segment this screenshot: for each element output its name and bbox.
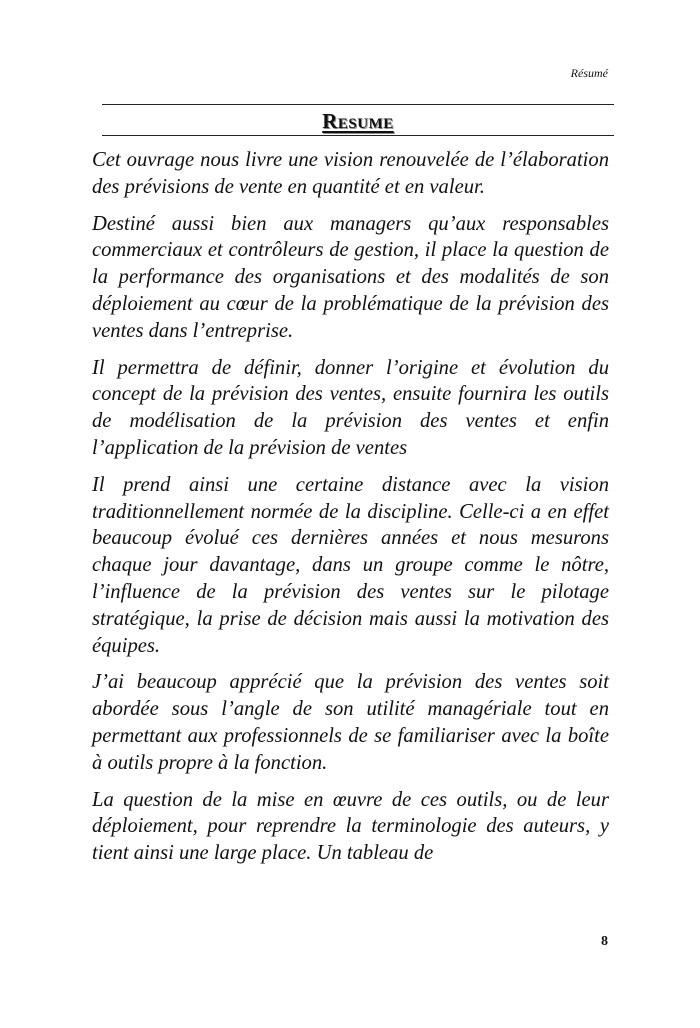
paragraph: J’ai beaucoup apprécié que la prévision des ventes soit abordée sous l’angle de son utilité managériale tout en permettant aux professionnels de se familiariser avec la boîte à outils propre à la fonction.: [92, 671, 609, 774]
section-title: Resume: [322, 109, 394, 133]
paragraph: Destiné aussi bien aux managers qu’aux responsables commerciaux et contrôleurs de gestion, il place la question de la performance des organisations et des modalités de son déploiement au cœur de la problématique de la prévision des ventes dans l’entreprise.: [92, 212, 609, 342]
title-rule-top: [102, 104, 614, 105]
page-number: 8: [601, 934, 608, 949]
body-text: [92, 147, 609, 877]
paragraph: Il permettra de définir, donner l’origine et évolution du concept de la prévision des ventes, ensuite fournira les outils de modélisation de la prévision des ventes et enfin l’application de la prévision de ventes: [92, 356, 609, 459]
paragraph: La question de la mise en œuvre de ces outils, ou de leur déploiement, pour reprendre la terminologie des auteurs, y tient ainsi une large place. Un tableau de: [92, 788, 609, 865]
running-header: Résumé: [570, 66, 608, 80]
paragraph: Il prend ainsi une certaine distance avec la vision traditionnellement normée de la discipline. Celle-ci a en effet beaucoup évolué ces dernières années et nous mesurons chaque jour davantage, dans un groupe comme le nôtre, l’influence de la prévision des ventes sur le pilotage stratégique, la prise de décision mais aussi la motivation des équipes.: [92, 473, 609, 657]
paragraph: Cet ouvrage nous livre une vision renouvelée de l’élaboration des prévisions de vente en quantité et en valeur.: [92, 149, 609, 198]
title-rule-bottom: [102, 135, 614, 136]
